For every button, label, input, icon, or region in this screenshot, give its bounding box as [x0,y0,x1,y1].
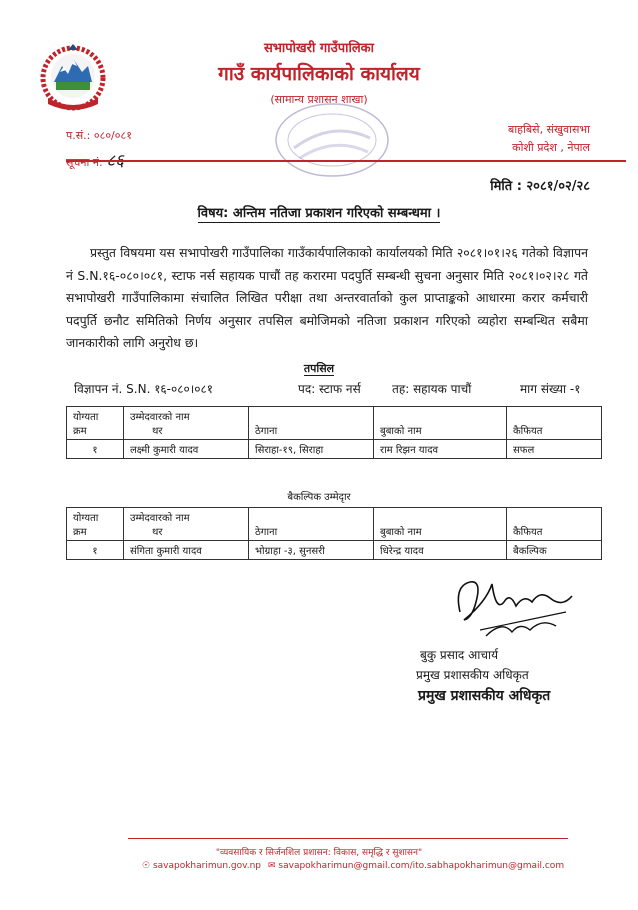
header-father: बुबाको नाम [374,407,507,440]
header-rank-line1: योग्यता [73,513,99,524]
cell-remark: बैकल्पिक [507,541,602,560]
header-name-line1: उम्मेदवारको नाम [130,513,190,524]
suchana-label: सूचना नं: [66,156,103,169]
globe-icon: ☉ [142,861,151,871]
footer-divider [128,838,568,839]
header-name [124,407,249,440]
signatory-name: बुकु प्रसाद आचार्य [420,648,499,662]
header-name-line1: उम्मेदवारको नाम [130,412,190,423]
letter-date: मिति : २०८१/०२/२८ [490,179,590,194]
header-address: ठेगाना [249,407,374,440]
signature-icon [446,572,586,652]
section-name: (सामान्य प्रशासन शाखा) [270,93,368,106]
header-divider [66,160,626,162]
alternate-table [66,507,602,560]
municipality-name: सभापोखरी गाउँपालिका [264,41,374,56]
footer-website[interactable] [142,861,261,871]
tapsil-heading [0,361,638,376]
alternate-heading: बैकल्पिक उम्मेदृार [287,492,351,503]
table-row [67,440,602,459]
footer-motto: "व्यवसायिक र सिर्जनशिल प्रशासन: विकास, समृद्धि र सुशासन" [215,848,423,858]
header-name-line2: थर [152,527,163,538]
post-level: तह: सहायक पाचौं [392,382,472,396]
cell-father: धिरेन्द्र यादव [374,541,507,560]
header-rank [67,508,124,541]
signatory-stamp-title: प्रमुख प्रशासकीय अधिकृत [418,688,551,704]
envelope-icon: ✉ [268,861,276,871]
body-paragraph: प्रस्तुत विषयमा यस सभापोखरी गाउँपालिका गाउँकार्यपालिकाको कार्यालयको मिति २०८१।०१।२६ गतेको विज्ञापन नं S.N.१६-०८०।०८१, स्टाफ नर्स सहायक पाचौं तह करारमा पदपुर्ति सम्बन्धी सुचना अनुसार मिति २०८१।०२।२८ गते सभापोखरी गाउँपालिकामा संचालित लिखित परीक्षा तथा अन्तरवार्ताको कुल प्राप्ताङ्कको आधारमा करार कर्मचारी पदपुर्ति छनौट समितिको निर्णय अनुसार तपसिल बमोजिमको नतिजा प्रकाशन गरिएको व्यहोरा सम्बन्धित सबैमा जानकारीको लागि अनुरोध छ। [66,245,588,351]
header-name [124,508,249,541]
header-rank [67,407,124,440]
tapsil-text: तपसिल [303,362,335,375]
header-rank-line1: योग्यता [73,412,99,423]
subject-line [0,203,638,221]
office-name: गाउँ कार्यपालिकाको कार्यालय [218,63,420,85]
office-stamp-icon [272,100,392,180]
footer-email[interactable] [268,861,564,871]
address-line-1: बाहबिसे, संखुवासभा [508,123,590,136]
cell-remark: सफल [507,440,602,459]
cell-address: सिराहा-१९, सिराहा [249,440,374,459]
post-name: पद: स्टाफ नर्स [298,382,361,396]
table-header-row [67,508,602,541]
header-father: बुबाको नाम [374,508,507,541]
suchana-value: ८६ [106,151,124,171]
cell-address: भोग्राहा -३, सुनसरी [249,541,374,560]
header-remark: कैफियत [507,508,602,541]
header-name-line2: थर [152,426,163,437]
email-link[interactable]: savapokharimun@gmail.com/ito.sabhapokharimun@gmail.com [278,861,565,871]
ad-number: विज्ञापन नं. S.N. १६-०८०।०८१ [74,382,213,396]
cell-name: लक्ष्मी कुमारी यादव [124,440,249,459]
ps-value: ०८०/०८१ [93,129,132,142]
cell-name: संगिता कुमारी यादव [124,541,249,560]
ps-label: प.सं.: [66,129,91,142]
reference-number [66,128,132,143]
header-rank-line2: क्रम [73,426,87,437]
demand-count: माग संख्या -१ [520,382,581,396]
signatory-title: प्रमुख प्रशासकीय अधिकृत [416,668,529,682]
website-link[interactable]: savapokharimun.gov.np [152,861,262,871]
cell-rank: १ [67,541,124,560]
cell-rank: १ [67,440,124,459]
header-address: ठेगाना [249,508,374,541]
header-rank-line2: क्रम [73,527,87,538]
address-line-2: कोशी प्रदेश , नेपाल [512,141,590,154]
cell-father: राम रिझन यादव [374,440,507,459]
result-table [66,406,602,459]
header-remark: कैफियत [507,407,602,440]
table-row [67,541,602,560]
subject-text: विषय: अन्तिम नतिजा प्रकाशन गरिएको सम्बन्धमा । [197,206,441,221]
table-header-row [67,407,602,440]
